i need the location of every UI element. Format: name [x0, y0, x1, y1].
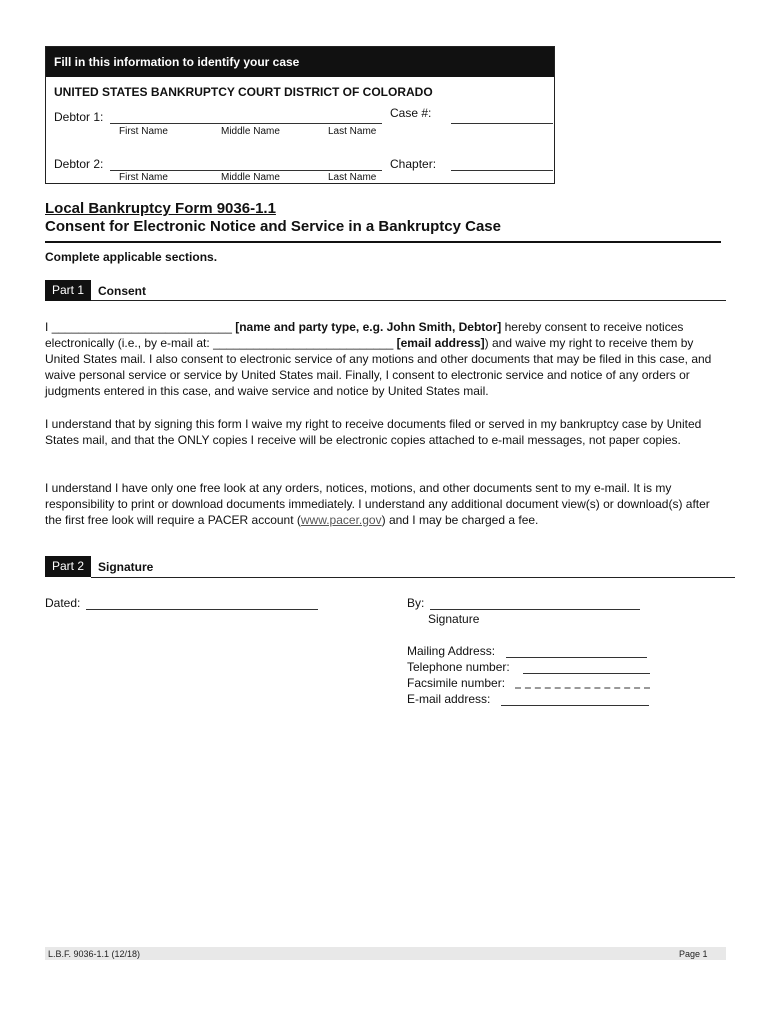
case-number-field[interactable]: [451, 123, 553, 124]
case-box-header: Fill in this information to identify your case: [46, 47, 554, 77]
facsimile-label: Facsimile number:: [407, 676, 506, 690]
debtor2-label: Debtor 2:: [54, 157, 104, 171]
debtor2-last-name-label: Last Name: [328, 172, 377, 183]
consent-p1-middle: hereby consent to receive notices electronically (i.e., by e-mail at:: [45, 320, 684, 350]
title-rule: [45, 241, 721, 243]
consent-paragraph-2: I understand that by signing this form I waive my right to receive documents filed or served in my bankruptcy case by United States mail, and that the ONLY copies I receive will be electronic copies attached to e-mail messages, not paper copies.: [45, 417, 702, 447]
footer-page-number: Page 1: [679, 949, 708, 959]
debtor1-label: Debtor 1:: [54, 110, 104, 124]
debtor1-last-name-label: Last Name: [328, 126, 377, 137]
dated-label: Dated:: [45, 596, 81, 610]
debtor1-middle-name-label: Middle Name: [221, 126, 280, 137]
telephone-field[interactable]: [523, 673, 650, 674]
consent-paragraph-3: [45, 480, 727, 528]
signature-field[interactable]: [430, 609, 640, 610]
case-number-label: Case #:: [390, 106, 432, 120]
footer-bar: [45, 947, 726, 960]
debtor2-middle-name-label: Middle Name: [221, 172, 280, 183]
part2-heading: Signature: [98, 560, 154, 574]
email-address-hint: [email address]: [396, 336, 485, 350]
pacer-link[interactable]: www.pacer.gov: [300, 513, 382, 527]
instruction-text: Complete applicable sections.: [45, 250, 218, 264]
consent-p1-start: I: [45, 320, 49, 334]
form-name-title: Consent for Electronic Notice and Service in a Bankruptcy Case: [45, 218, 501, 235]
debtor1-name-field[interactable]: [110, 123, 382, 124]
consent-p3-text: I understand I have only one free look at any orders, notices, motions, and other documents sent to my e-mail. It is my responsibility to print or download documents immediately. I understand any additional document view(s) or download(s) after the first free look will require a PACER account (: [45, 481, 710, 527]
facsimile-field[interactable]: [515, 687, 650, 689]
part1-heading: Consent: [98, 284, 146, 298]
email-label: E-mail address:: [407, 692, 491, 706]
part1-rule: [91, 300, 726, 301]
case-info-box: [45, 46, 555, 184]
debtor2-first-name-label: First Name: [119, 172, 168, 183]
by-label: By:: [407, 596, 425, 610]
name-party-blank[interactable]: ___________________________: [51, 320, 232, 334]
mailing-address-field[interactable]: [506, 657, 647, 658]
part2-rule: [91, 577, 735, 578]
telephone-label: Telephone number:: [407, 660, 510, 674]
footer-form-ref: L.B.F. 9036-1.1 (12/18): [48, 949, 141, 959]
consent-p1-rest: ) and waive my right to receive them by United States mail. I also consent to electronic service of any motions and other documents that may be filed in this case, and waive personal service or service by United States mail. Finally, I consent to electronic service and notice of any orders or judgments entered in this case, and waive service and notice by United States mail.: [45, 336, 712, 398]
mailing-address-label: Mailing Address:: [407, 644, 496, 658]
form-number-title: Local Bankruptcy Form 9036-1.1: [45, 200, 276, 217]
name-party-hint: [name and party type, e.g. John Smith, Debtor]: [235, 320, 502, 334]
consent-p3-tail: ) and I may be charged a fee.: [381, 513, 539, 527]
part2-tab: Part 2: [45, 556, 91, 577]
dated-field[interactable]: [86, 609, 318, 610]
debtor2-name-field[interactable]: [110, 170, 382, 171]
chapter-field[interactable]: [451, 170, 553, 171]
email-field[interactable]: [501, 705, 649, 706]
debtor1-first-name-label: First Name: [119, 126, 168, 137]
part1-tab: Part 1: [45, 280, 91, 301]
email-address-blank[interactable]: ___________________________: [213, 336, 394, 350]
court-name: UNITED STATES BANKRUPTCY COURT DISTRICT OF COLORADO: [54, 85, 433, 99]
signature-label: Signature: [428, 612, 480, 626]
chapter-label: Chapter:: [390, 157, 437, 171]
consent-paragraph-1: [45, 319, 727, 399]
